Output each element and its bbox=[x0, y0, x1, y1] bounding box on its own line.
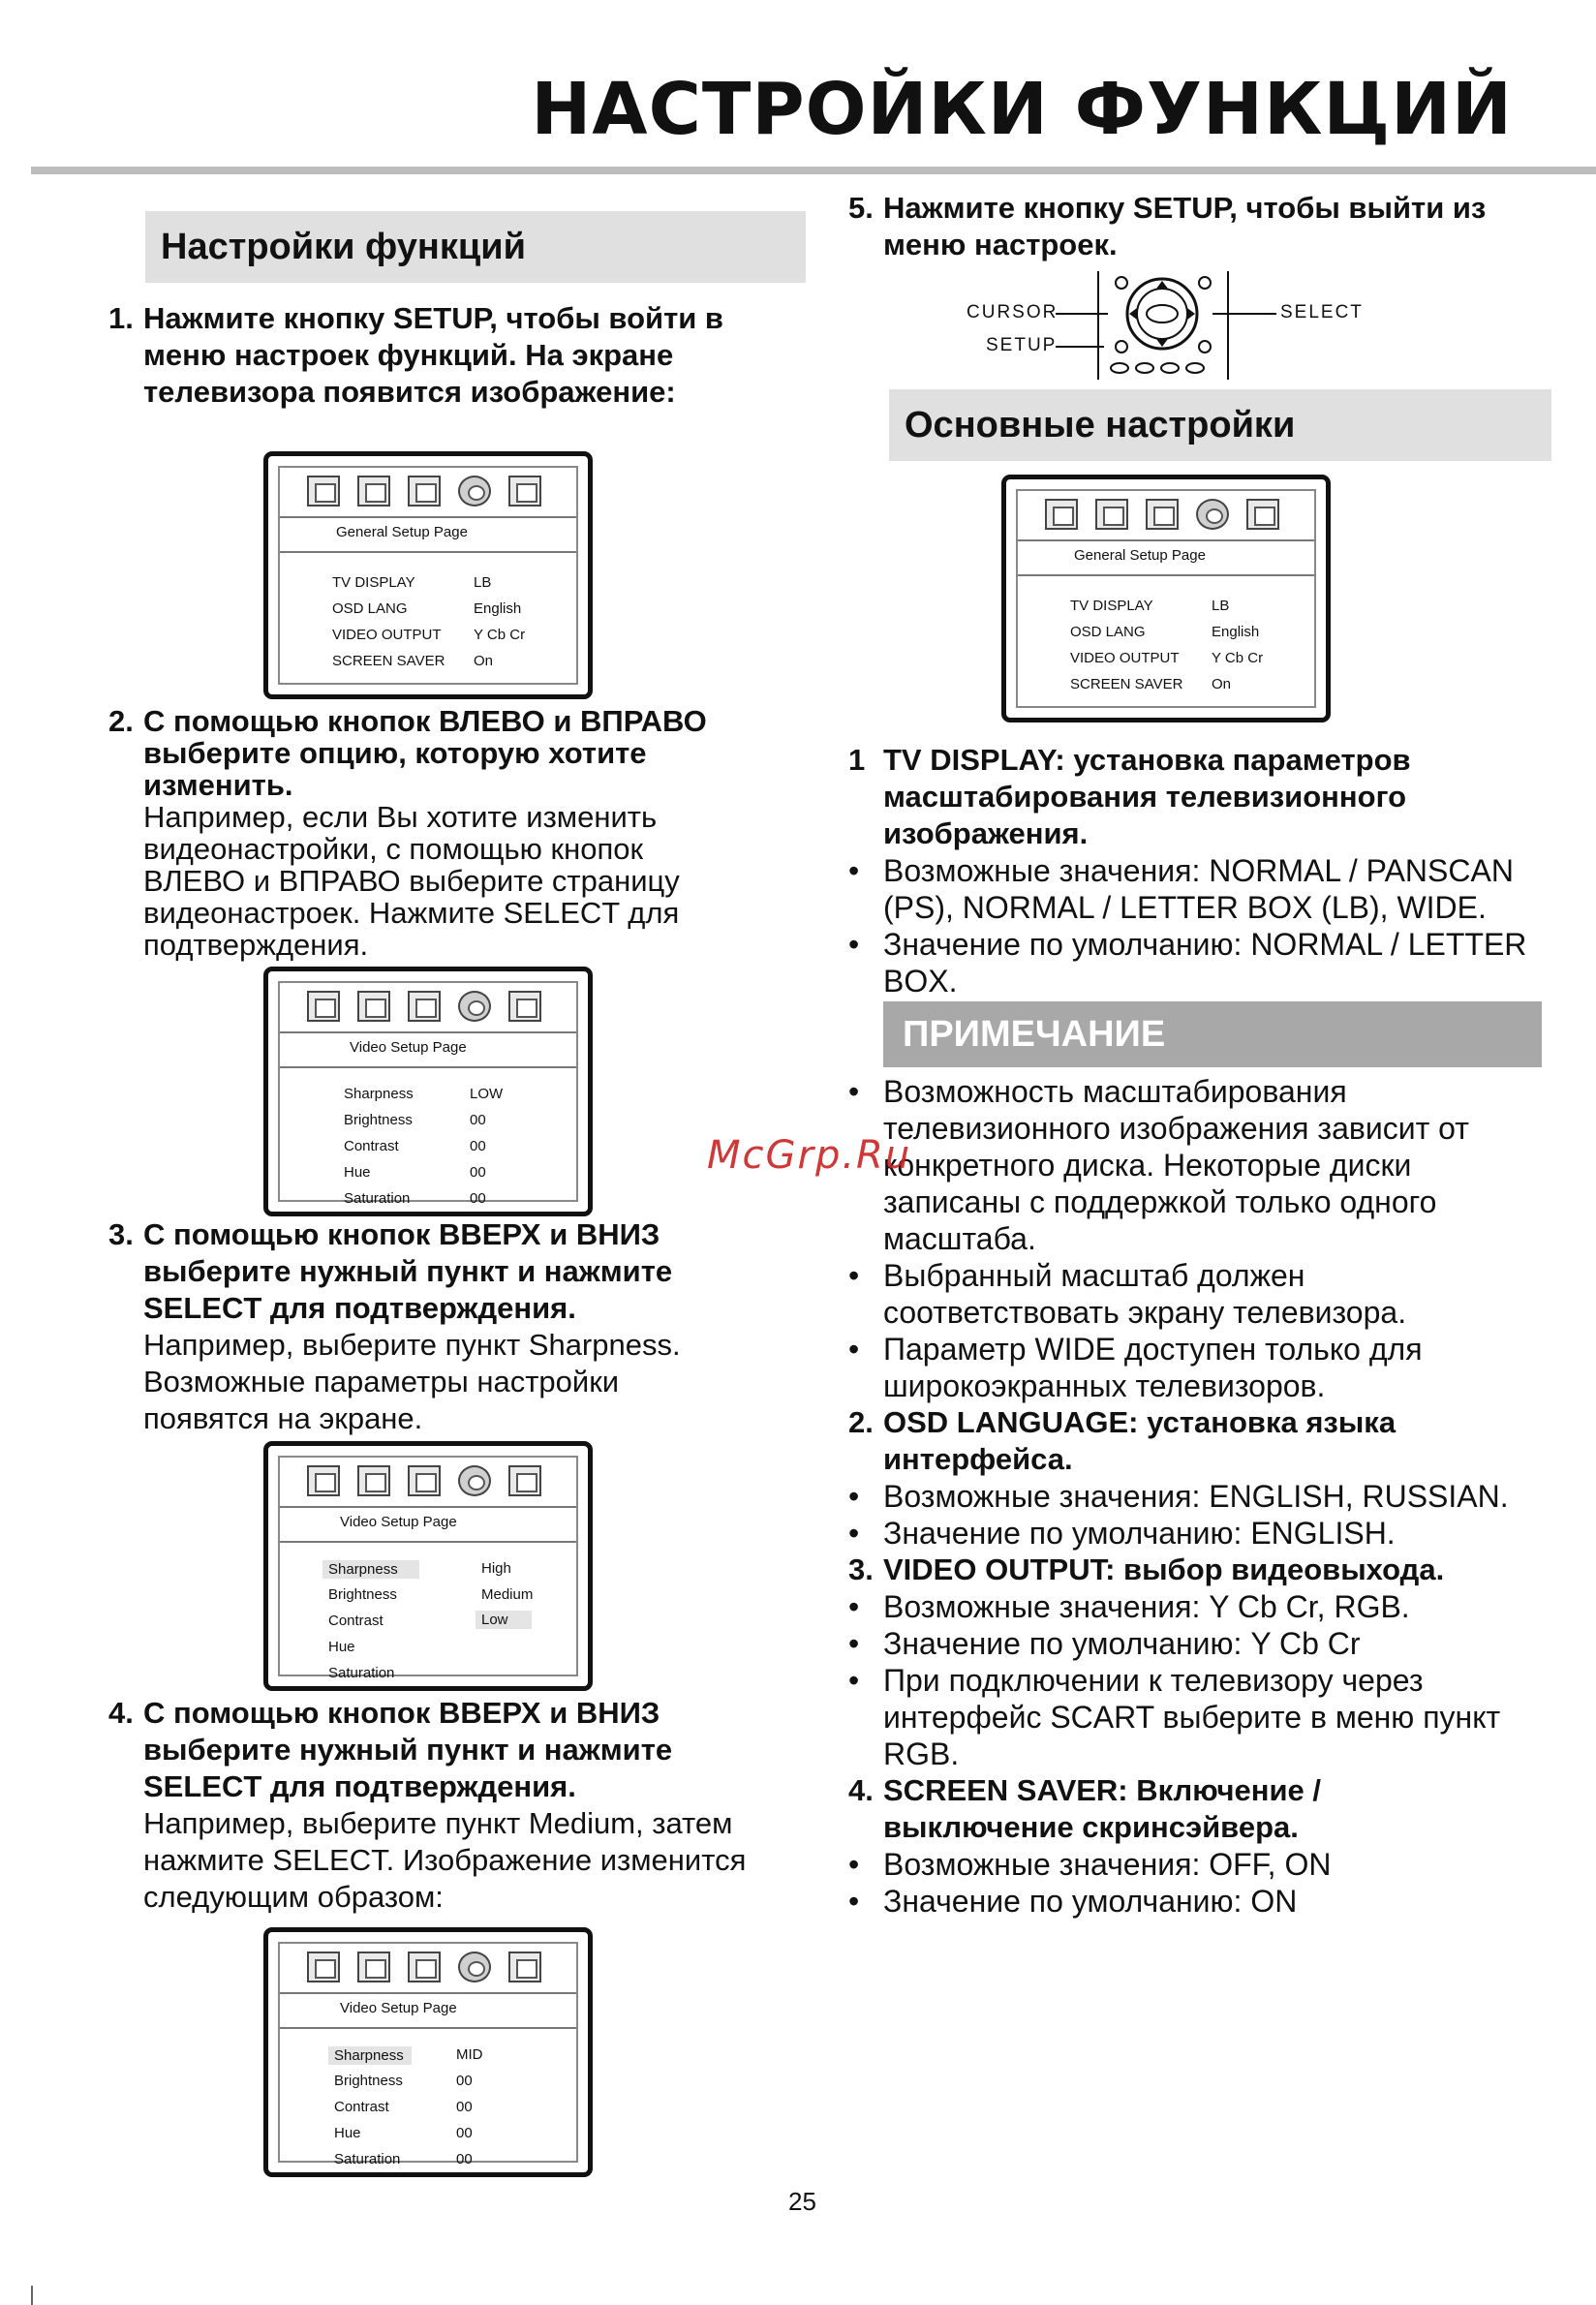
step-number: 1 bbox=[848, 743, 866, 777]
step-line: масштабирования телевизионного bbox=[883, 780, 1407, 814]
osd-page-title: General Setup Page bbox=[1074, 547, 1206, 564]
osd-divider bbox=[280, 2027, 576, 2029]
list-item bbox=[848, 1257, 1565, 1331]
step-line: VIDEO OUTPUT: выбор видеовыхода. bbox=[883, 1552, 1445, 1586]
speaker-icon bbox=[357, 1465, 390, 1496]
osd-inner bbox=[278, 1942, 578, 2167]
osd-divider bbox=[280, 1066, 576, 1068]
screen-saver-heading bbox=[848, 1772, 1565, 1846]
setup-label: SETUP bbox=[986, 335, 1058, 355]
osd-icon-bar bbox=[1045, 499, 1279, 530]
osd-screen-general-setup bbox=[263, 451, 593, 699]
step-line: Например, выберите пункт Sharpness. bbox=[143, 1328, 681, 1362]
bullet-mark: • bbox=[848, 1074, 860, 1109]
osd-page-title: Video Setup Page bbox=[350, 1039, 467, 1056]
osd-language-heading bbox=[848, 1404, 1565, 1478]
bullet-line: Значение по умолчанию: ENGLISH. bbox=[883, 1516, 1396, 1551]
osd-divider bbox=[280, 1506, 576, 1508]
osd-row-value: English bbox=[474, 600, 522, 617]
osd-screen-video-result bbox=[263, 1927, 593, 2177]
osd-screen-video-setup bbox=[263, 967, 593, 1216]
section-title-functions bbox=[145, 211, 806, 283]
step-number: 2. bbox=[108, 704, 134, 738]
bullet-mark: • bbox=[848, 1258, 860, 1293]
section-title-basic bbox=[889, 389, 1551, 461]
osd-page-title: Video Setup Page bbox=[340, 2000, 457, 2016]
step-number: 2. bbox=[848, 1405, 874, 1439]
osd-option: Medium bbox=[481, 1586, 534, 1603]
osd-row-label: Hue bbox=[334, 2125, 361, 2141]
osd-row-label-selected: Sharpness bbox=[322, 1560, 419, 1579]
osd-row-value: 00 bbox=[456, 2125, 473, 2141]
bullet-line: Значение по умолчанию: ON bbox=[883, 1884, 1298, 1919]
step-number: 5. bbox=[848, 191, 874, 225]
bullet-line: RGB. bbox=[883, 1736, 960, 1771]
wrench-icon bbox=[307, 476, 340, 507]
section-title-text: Основные настройки bbox=[905, 404, 1296, 446]
bullet-line: Выбранный масштаб должен bbox=[883, 1258, 1305, 1293]
osd-inner bbox=[278, 981, 578, 1207]
osd-row-label: Brightness bbox=[344, 1112, 413, 1128]
step-line: Например, выберите пункт Medium, затем bbox=[143, 1806, 733, 1840]
bullet-line: интерфейс SCART выберите в меню пункт bbox=[883, 1700, 1501, 1735]
osd-row-label: Saturation bbox=[328, 1665, 395, 1681]
list-item bbox=[848, 1331, 1565, 1404]
bullet-line: (PS), NORMAL / LETTER BOX (LB), WIDE. bbox=[883, 890, 1487, 925]
left-step-1 bbox=[108, 300, 806, 411]
osd-row-value: 00 bbox=[470, 1164, 486, 1181]
step-line: Нажмите кнопку SETUP, чтобы выйти из bbox=[883, 191, 1487, 225]
osd-row-value: Y Cb Cr bbox=[1212, 650, 1264, 666]
step-line: изменить. bbox=[143, 768, 293, 802]
osd-icon-bar bbox=[307, 1465, 541, 1496]
step-line: SELECT для подтверждения. bbox=[143, 1291, 576, 1325]
speaker-icon bbox=[357, 991, 390, 1022]
bullet-line: Возможные значения: Y Cb Cr, RGB. bbox=[883, 1589, 1410, 1624]
left-step-2 bbox=[108, 705, 806, 961]
picture-icon bbox=[1246, 499, 1279, 530]
osd-inner bbox=[278, 466, 578, 685]
dolby-icon bbox=[408, 476, 441, 507]
step-line: выберите опцию, которую хотите bbox=[143, 736, 647, 770]
step-line: телевизора появится изображение: bbox=[143, 375, 676, 409]
tv-display-heading bbox=[848, 742, 1565, 852]
step-line: выключение скринсэйвера. bbox=[883, 1810, 1299, 1844]
dolby-icon bbox=[408, 991, 441, 1022]
select-label: SELECT bbox=[1280, 302, 1364, 323]
osd-option: High bbox=[481, 1560, 511, 1577]
bullet-line: Параметр WIDE доступен только для bbox=[883, 1332, 1423, 1367]
osd-divider bbox=[280, 551, 576, 553]
step-line: изображения. bbox=[883, 816, 1089, 850]
bullet-line: Возможность масштабирования bbox=[883, 1074, 1347, 1109]
bullet-mark: • bbox=[848, 1884, 860, 1919]
osd-row-value: MID bbox=[456, 2046, 483, 2063]
osd-row-label: Contrast bbox=[328, 1613, 384, 1629]
step-line: видеонастроек. Нажмите SELECT для bbox=[143, 896, 680, 930]
step-line: появятся на экране. bbox=[143, 1401, 423, 1435]
osd-divider bbox=[1018, 574, 1314, 576]
page-title: НАСТРОЙКИ ФУНКЦИЙ bbox=[531, 68, 1513, 151]
list-item bbox=[848, 1588, 1565, 1625]
dolby-icon bbox=[1146, 499, 1179, 530]
osd-row-label: Hue bbox=[344, 1164, 371, 1181]
osd-row-label: Saturation bbox=[334, 2151, 401, 2167]
disc-icon bbox=[1196, 499, 1229, 530]
step-line: SCREEN SAVER: Включение / bbox=[883, 1773, 1321, 1807]
margin-tick bbox=[31, 2286, 33, 2305]
bullet-line: Возможные значения: NORMAL / PANSCAN bbox=[883, 853, 1514, 888]
step-line: интерфейса. bbox=[883, 1442, 1073, 1476]
step-line: ВЛЕВО и ВПРАВО выберите страницу bbox=[143, 864, 680, 898]
step-line: С помощью кнопок ВВЕРХ и ВНИЗ bbox=[143, 1217, 660, 1251]
step-line: меню настроек. bbox=[883, 228, 1118, 261]
osd-divider bbox=[280, 1031, 576, 1033]
osd-row-value: 00 bbox=[470, 1112, 486, 1128]
osd-divider bbox=[280, 516, 576, 518]
note-title-bar bbox=[883, 1001, 1542, 1067]
osd-page-title: General Setup Page bbox=[336, 524, 468, 540]
bullet-mark: • bbox=[848, 853, 860, 888]
step-line: Нажмите кнопку SETUP, чтобы войти в bbox=[143, 301, 723, 335]
bullet-line: Возможные значения: ENGLISH, RUSSIAN. bbox=[883, 1479, 1509, 1514]
wrench-icon bbox=[1045, 499, 1078, 530]
osd-row-value: 00 bbox=[470, 1138, 486, 1154]
page-number: 25 bbox=[788, 2187, 816, 2216]
bullet-line: конкретного диска. Некоторые диски bbox=[883, 1148, 1412, 1183]
list-item bbox=[848, 1073, 1565, 1257]
osd-row-label: Saturation bbox=[344, 1190, 411, 1207]
step-line: OSD LANGUAGE: установка языка bbox=[883, 1405, 1396, 1439]
step-line: SELECT для подтверждения. bbox=[143, 1769, 576, 1803]
osd-row-value: 00 bbox=[456, 2151, 473, 2167]
step-line: меню настроек функций. На экране bbox=[143, 338, 674, 372]
osd-row-value: 00 bbox=[456, 2073, 473, 2089]
right-step-5 bbox=[848, 190, 1565, 263]
bullet-line: BOX. bbox=[883, 964, 958, 999]
osd-row-label: OSD LANG bbox=[332, 600, 408, 617]
picture-icon bbox=[508, 991, 541, 1022]
bullet-line: При подключении к телевизору через bbox=[883, 1663, 1424, 1698]
bullet-mark: • bbox=[848, 1516, 860, 1551]
step-line: С помощью кнопок ВЛЕВО и ВПРАВО bbox=[143, 704, 707, 738]
bullet-line: соответствовать экрану телевизора. bbox=[883, 1295, 1407, 1330]
osd-row-value: On bbox=[474, 653, 494, 669]
step-line: выберите нужный пункт и нажмите bbox=[143, 1254, 673, 1288]
bullet-mark: • bbox=[848, 1479, 860, 1514]
step-number: 3. bbox=[108, 1217, 134, 1251]
osd-row-label: Hue bbox=[328, 1639, 355, 1655]
osd-row-value: LB bbox=[1212, 598, 1230, 614]
remote-diagram bbox=[959, 267, 1395, 384]
list-item bbox=[848, 1846, 1565, 1883]
left-step-4 bbox=[108, 1695, 806, 1916]
wrench-icon bbox=[307, 1952, 340, 1982]
remote-control-icon bbox=[959, 267, 1395, 384]
step-line: С помощью кнопок ВВЕРХ и ВНИЗ bbox=[143, 1696, 660, 1730]
step-number: 4. bbox=[848, 1773, 874, 1807]
osd-screen-video-options bbox=[263, 1441, 593, 1691]
osd-row-label: Contrast bbox=[344, 1138, 399, 1154]
osd-row-value: English bbox=[1212, 624, 1260, 640]
bullet-line: масштаба. bbox=[883, 1221, 1036, 1256]
dolby-icon bbox=[408, 1465, 441, 1496]
list-item bbox=[848, 1478, 1565, 1515]
step-number: 4. bbox=[108, 1696, 134, 1730]
step-line: Например, если Вы хотите изменить bbox=[143, 800, 658, 834]
video-output-heading bbox=[848, 1552, 1565, 1588]
step-line: нажмите SELECT. Изображение изменится bbox=[143, 1843, 747, 1877]
osd-option-selected: Low bbox=[476, 1611, 532, 1629]
osd-icon-bar bbox=[307, 1952, 541, 1982]
osd-row-label: SCREEN SAVER bbox=[332, 653, 445, 669]
bullet-line: телевизионного изображения зависит от bbox=[883, 1111, 1469, 1146]
header-rule bbox=[31, 167, 1596, 174]
section-title-text: Настройки функций bbox=[161, 226, 526, 267]
list-item bbox=[848, 1625, 1565, 1662]
left-step-3 bbox=[108, 1216, 806, 1437]
step-line: Возможные параметры настройки bbox=[143, 1365, 620, 1398]
step-line: видеонастройки, с помощью кнопок bbox=[143, 832, 644, 866]
osd-divider bbox=[280, 1992, 576, 1994]
osd-divider bbox=[1018, 539, 1314, 541]
osd-row-label: Brightness bbox=[334, 2073, 403, 2089]
osd-icon-bar bbox=[307, 991, 541, 1022]
disc-icon bbox=[458, 476, 491, 507]
list-item bbox=[848, 1515, 1565, 1552]
list-item bbox=[848, 852, 1565, 926]
bullet-mark: • bbox=[848, 1589, 860, 1624]
osd-inner bbox=[1016, 489, 1316, 708]
speaker-icon bbox=[1095, 499, 1128, 530]
step-line: следующим образом: bbox=[143, 1880, 444, 1914]
osd-row-value: Y Cb Cr bbox=[474, 627, 526, 643]
picture-icon bbox=[508, 1952, 541, 1982]
disc-icon bbox=[458, 1952, 491, 1982]
disc-icon bbox=[458, 1465, 491, 1496]
note-title: ПРИМЕЧАНИЕ bbox=[903, 1013, 1166, 1055]
osd-row-label-selected: Sharpness bbox=[328, 2046, 412, 2065]
osd-row-value: LOW bbox=[470, 1086, 504, 1102]
osd-row-label: Sharpness bbox=[344, 1086, 414, 1102]
picture-icon bbox=[508, 1465, 541, 1496]
disc-icon bbox=[458, 991, 491, 1022]
bullet-mark: • bbox=[848, 1663, 860, 1698]
cursor-label: CURSOR bbox=[967, 302, 1059, 323]
osd-icon-bar bbox=[307, 476, 541, 507]
osd-row-label: TV DISPLAY bbox=[332, 574, 415, 591]
bullet-line: Значение по умолчанию: Y Cb Cr bbox=[883, 1626, 1361, 1661]
picture-icon bbox=[508, 476, 541, 507]
list-item bbox=[848, 926, 1565, 999]
wrench-icon bbox=[307, 1465, 340, 1496]
osd-row-value: On bbox=[1212, 676, 1232, 692]
bullet-mark: • bbox=[848, 1626, 860, 1661]
osd-row-label: VIDEO OUTPUT bbox=[1070, 650, 1180, 666]
osd-row-value: 00 bbox=[470, 1190, 486, 1207]
bullet-line: Возможные значения: OFF, ON bbox=[883, 1847, 1332, 1882]
wrench-icon bbox=[307, 991, 340, 1022]
bullet-line: широкоэкранных телевизоров. bbox=[883, 1368, 1326, 1403]
list-item bbox=[848, 1883, 1565, 1920]
osd-inner bbox=[278, 1456, 578, 1681]
step-number: 1. bbox=[108, 301, 134, 335]
osd-row-label: VIDEO OUTPUT bbox=[332, 627, 442, 643]
bullet-mark: • bbox=[848, 1332, 860, 1367]
bullet-line: Значение по умолчанию: NORMAL / LETTER bbox=[883, 927, 1527, 962]
list-item bbox=[848, 1662, 1565, 1772]
osd-screen-general-setup-2 bbox=[1001, 475, 1331, 722]
watermark: McGrp.Ru bbox=[707, 1133, 912, 1178]
bullet-mark: • bbox=[848, 1847, 860, 1882]
osd-row-label: TV DISPLAY bbox=[1070, 598, 1153, 614]
bullet-mark: • bbox=[848, 927, 860, 962]
speaker-icon bbox=[357, 1952, 390, 1982]
dolby-icon bbox=[408, 1952, 441, 1982]
step-line: подтверждения. bbox=[143, 928, 369, 962]
osd-row-label: Contrast bbox=[334, 2099, 389, 2115]
osd-row-value: 00 bbox=[456, 2099, 473, 2115]
osd-page-title: Video Setup Page bbox=[340, 1514, 457, 1530]
osd-row-label: Brightness bbox=[328, 1586, 397, 1603]
step-number: 3. bbox=[848, 1552, 874, 1586]
osd-divider bbox=[280, 1541, 576, 1543]
speaker-icon bbox=[357, 476, 390, 507]
osd-row-value: LB bbox=[474, 574, 492, 591]
step-line: TV DISPLAY: установка параметров bbox=[883, 743, 1411, 777]
osd-row-label: SCREEN SAVER bbox=[1070, 676, 1183, 692]
bullet-line: записаны с поддержкой только одного bbox=[883, 1184, 1437, 1219]
step-line: выберите нужный пункт и нажмите bbox=[143, 1733, 673, 1767]
osd-row-label: OSD LANG bbox=[1070, 624, 1146, 640]
